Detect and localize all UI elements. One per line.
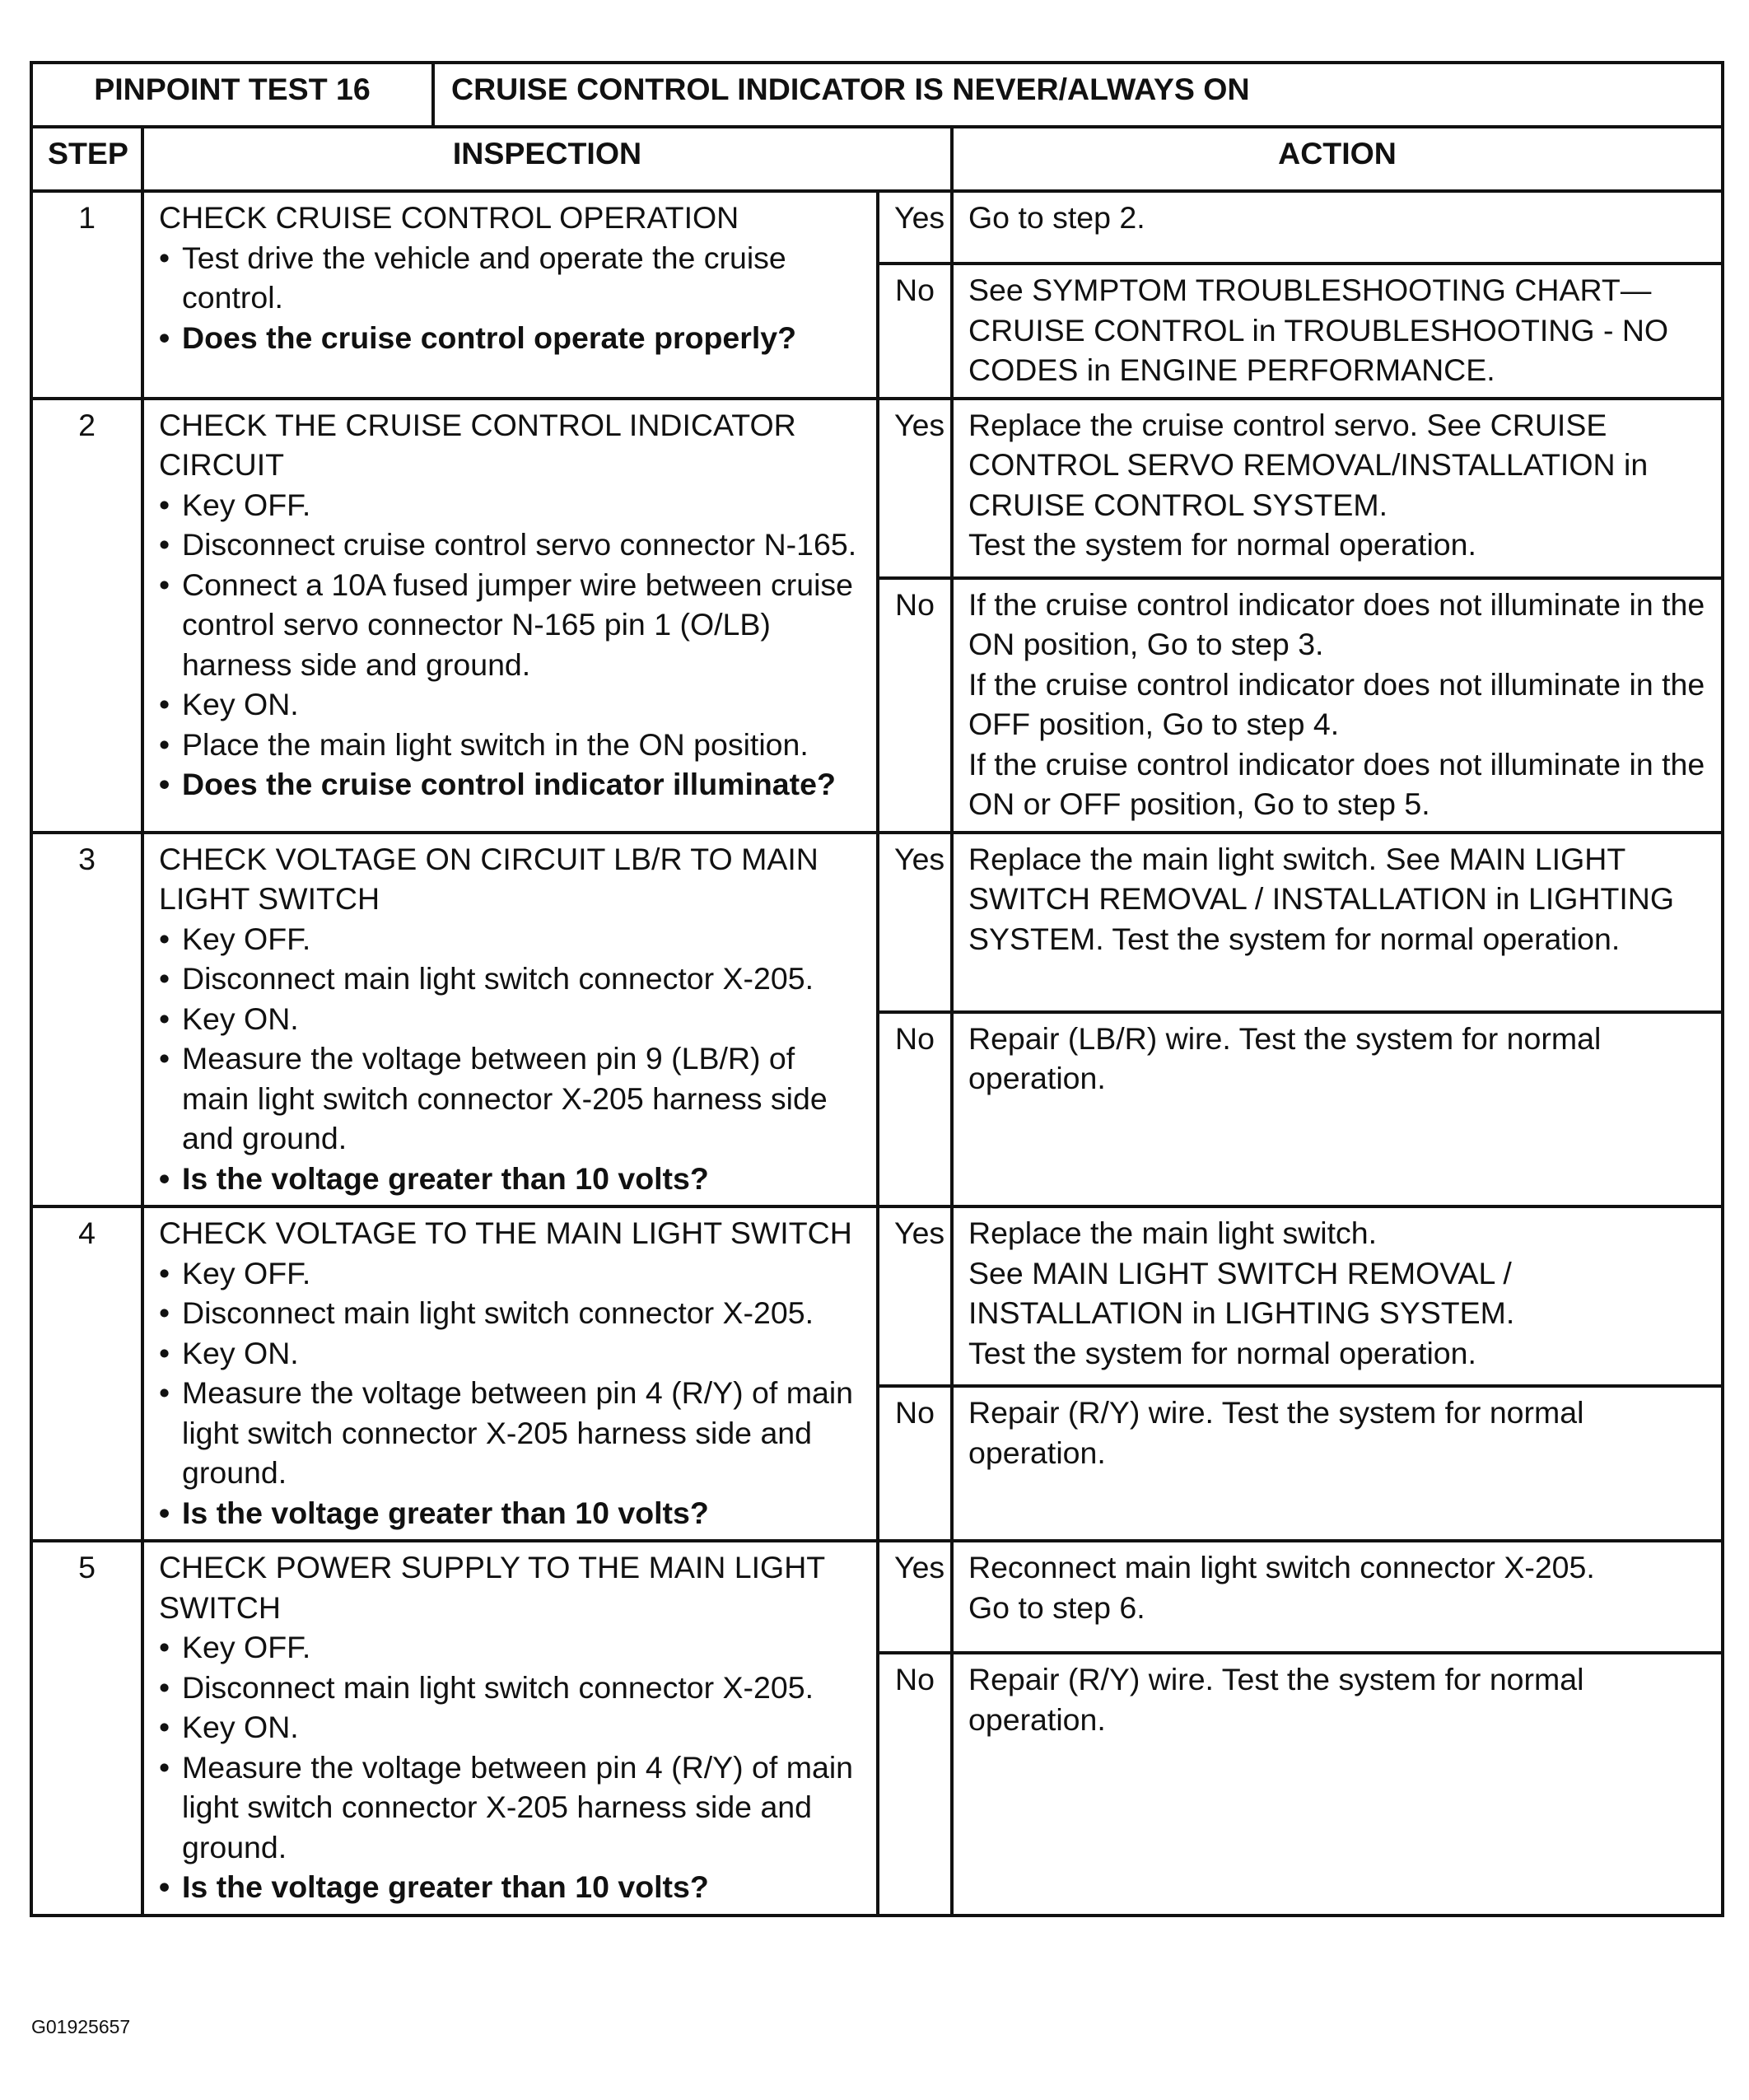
no-action (952, 264, 1723, 399)
step-number: 4 (31, 1206, 142, 1541)
inspection-item: • Measure the voltage between pin 4 (R/Y) of main light switch connector X-205 harness side and ground. (159, 1748, 861, 1868)
step-header: STEP (31, 127, 142, 191)
step-number: 3 (31, 833, 142, 1207)
step-row-2 (31, 399, 1723, 578)
inspection-item: • Key OFF. (159, 1253, 861, 1294)
step-title: CHECK CRUISE CONTROL OPERATION (159, 200, 739, 235)
yes-label: Yes (878, 399, 952, 578)
step-row-3 (31, 833, 1723, 1012)
yes-label: Yes (878, 191, 952, 264)
yes-label: Yes (878, 833, 952, 1012)
action-line: Go to step 6. (968, 1589, 1145, 1625)
inspection-cell (142, 1541, 878, 1916)
step-number: 1 (31, 191, 142, 399)
yes-label: Yes (878, 1541, 952, 1653)
no-label: No (878, 1386, 952, 1541)
header-row (31, 127, 1723, 191)
inspection-question: • Does the cruise control operate properly? (159, 318, 861, 358)
no-label: No (878, 264, 952, 399)
inspection-item: • Disconnect main light switch connector X-205. (159, 959, 861, 999)
step-title: CHECK VOLTAGE TO THE MAIN LIGHT SWITCH (159, 1216, 852, 1250)
inspection-item: • Measure the voltage between pin 9 (LB/R) of main light switch connector X-205 harness side and ground. (159, 1038, 861, 1159)
figure-reference: G01925657 (31, 2016, 131, 2037)
step-row-4 (31, 1206, 1723, 1386)
action-line: Replace the cruise control servo. See CRUISE CONTROL SERVO REMOVAL/INSTALLATION in CRUISE CONTROL SYSTEM. (968, 407, 1649, 522)
action-line: Test the system for normal operation. (968, 527, 1476, 562)
inspection-cell (142, 833, 878, 1207)
step-title: CHECK POWER SUPPLY TO THE MAIN LIGHT SWITCH (159, 1550, 825, 1625)
no-label: No (878, 1653, 952, 1916)
no-label: No (878, 1012, 952, 1207)
no-label: No (878, 578, 952, 833)
action-line: Repair (LB/R) wire. Test the system for normal operation. (968, 1020, 1602, 1095)
inspection-item: • Key OFF. (159, 919, 861, 959)
action-line: Repair (R/Y) wire. Test the system for normal operation. (968, 1662, 1584, 1737)
action-line: If the cruise control indicator does not illuminate in the ON or OFF position, Go to step 5. (968, 746, 1705, 821)
action-line: Go to step 2. (968, 200, 1145, 235)
inspection-item: • Key OFF. (159, 1627, 861, 1668)
inspection-item: • Connect a 10A fused jumper wire between cruise control servo connector N-165 pin 1 (O/LB) harness side and ground. (159, 565, 861, 685)
action-line: If the cruise control indicator does not illuminate in the ON position, Go to step 3. (968, 586, 1705, 661)
step-row-5 (31, 1541, 1723, 1653)
action-line: Repair (R/Y) wire. Test the system for normal operation. (968, 1395, 1584, 1470)
inspection-header: INSPECTION (142, 127, 952, 191)
inspection-item: • Disconnect cruise control servo connector N-165. (159, 525, 861, 565)
test-title: CRUISE CONTROL INDICATOR IS NEVER/ALWAYS ON (433, 63, 1723, 127)
no-action (952, 578, 1723, 833)
yes-action (952, 1541, 1723, 1653)
inspection-item: • Key OFF. (159, 485, 861, 525)
inspection-item: • Measure the voltage between pin 4 (R/Y) of main light switch connector X-205 harness side and ground. (159, 1373, 861, 1493)
step-title: CHECK VOLTAGE ON CIRCUIT LB/R TO MAIN LIGHT SWITCH (159, 841, 819, 916)
yes-action (952, 1206, 1723, 1386)
action-line: See MAIN LIGHT SWITCH REMOVAL / INSTALLATION in LIGHTING SYSTEM. (968, 1255, 1515, 1330)
test-id: PINPOINT TEST 16 (31, 63, 433, 127)
inspection-question: • Is the voltage greater than 10 volts? (159, 1867, 861, 1907)
step-title: CHECK THE CRUISE CONTROL INDICATOR CIRCUIT (159, 407, 796, 482)
action-header: ACTION (952, 127, 1723, 191)
inspection-item: • Disconnect main light switch connector X-205. (159, 1293, 861, 1333)
yes-action (952, 191, 1723, 264)
no-action (952, 1653, 1723, 1916)
inspection-cell (142, 1206, 878, 1541)
inspection-item: • Key ON. (159, 1707, 861, 1748)
step-row-1 (31, 191, 1723, 264)
action-line: Replace the main light switch. See MAIN LIGHT SWITCH REMOVAL / INSTALLATION in LIGHTING SYSTEM. Test the system for normal operation. (968, 841, 1675, 956)
no-action (952, 1012, 1723, 1207)
action-line: See SYMPTOM TROUBLESHOOTING CHART—CRUISE CONTROL in TROUBLESHOOTING - NO CODES in ENGINE PERFORMANCE. (968, 273, 1669, 387)
action-line: Test the system for normal operation. (968, 1335, 1476, 1370)
inspection-item: • Key ON. (159, 1333, 861, 1374)
inspection-item: • Place the main light switch in the ON position. (159, 725, 861, 765)
inspection-cell (142, 399, 878, 833)
yes-action (952, 399, 1723, 578)
inspection-item: • Key ON. (159, 684, 861, 725)
action-line: Replace the main light switch. (968, 1216, 1378, 1250)
step-number: 5 (31, 1541, 142, 1916)
inspection-question: • Does the cruise control indicator illuminate? (159, 764, 861, 805)
inspection-item: • Disconnect main light switch connector X-205. (159, 1668, 861, 1708)
action-line: Reconnect main light switch connector X-205. (968, 1550, 1595, 1584)
action-line: If the cruise control indicator does not illuminate in the OFF position, Go to step 4. (968, 666, 1705, 741)
inspection-question: • Is the voltage greater than 10 volts? (159, 1159, 861, 1199)
step-number: 2 (31, 399, 142, 833)
no-action (952, 1386, 1723, 1541)
inspection-cell (142, 191, 878, 399)
inspection-item: • Key ON. (159, 999, 861, 1039)
title-row (31, 63, 1723, 127)
pinpoint-test-table (30, 61, 1724, 1917)
inspection-question: • Is the voltage greater than 10 volts? (159, 1493, 861, 1533)
yes-label: Yes (878, 1206, 952, 1386)
inspection-item: • Test drive the vehicle and operate the cruise control. (159, 238, 861, 318)
yes-action (952, 833, 1723, 1012)
